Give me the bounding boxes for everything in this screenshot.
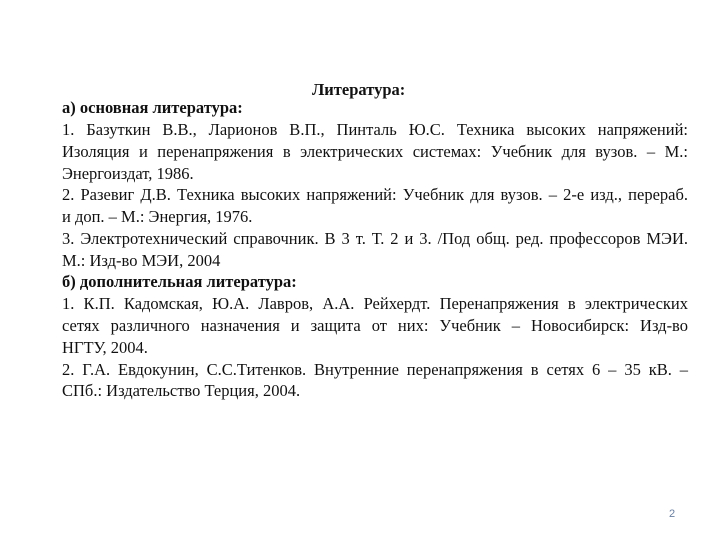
reference-line: СПб.: Издательство Терция, 2004. bbox=[62, 381, 301, 400]
reference-line: Энергоиздат, 1986. bbox=[62, 164, 194, 183]
section-a-heading: а) основная литература: bbox=[62, 98, 243, 117]
reference-line: 1. Базуткин В.В., Ларионов В.П., Пинталь Ю.С. Техника высоких напряжений: bbox=[62, 120, 688, 139]
reference-line: НГТУ, 2004. bbox=[62, 338, 148, 357]
reference-line: 2. Г.А. Евдокунин, С.С.Титенков. Внутренние перенапряжения в сетях 6 – 35 кВ. – bbox=[62, 360, 688, 379]
reference-line: 1. К.П. Кадомская, Ю.А. Лавров, А.А. Рейхердт. Перенапряжения в электрических bbox=[62, 294, 688, 313]
reference-line: М.: Изд-во МЭИ, 2004 bbox=[62, 251, 221, 270]
reference-line: 2. Разевиг Д.В. Техника высоких напряжений: Учебник для вузов. – 2-е изд., перераб. bbox=[62, 185, 688, 204]
section-b-heading: б) дополнительная литература: bbox=[62, 272, 297, 291]
reference-line: 3. Электротехнический справочник. В 3 т. Т. 2 и 3. /Под общ. ред. профессоров МЭИ. bbox=[62, 229, 688, 248]
page-number: 2 bbox=[669, 508, 676, 520]
reference-line: Изоляция и перенапряжения в электрических системах: Учебник для вузов. – М.: bbox=[62, 142, 688, 161]
reference-line: и доп. – М.: Энергия, 1976. bbox=[62, 207, 253, 226]
page-title: Литература: bbox=[312, 80, 406, 99]
reference-line: сетях различного назначения и защита от них: Учебник – Новосибирск: Изд-во bbox=[62, 316, 688, 335]
